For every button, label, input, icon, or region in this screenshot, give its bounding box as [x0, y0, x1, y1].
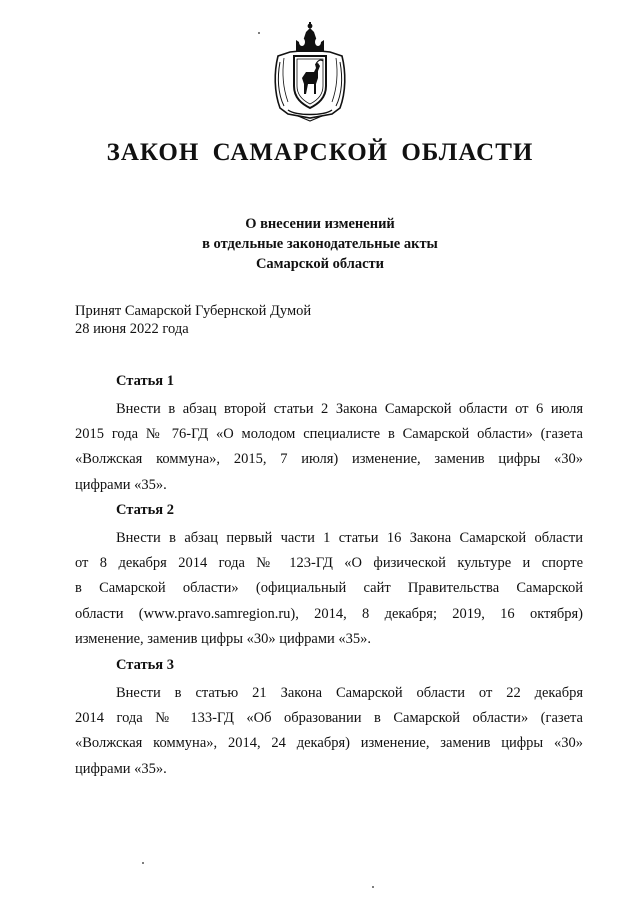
article-1-body [75, 397, 583, 498]
article-line: в Самарской области» (официальный сайт Правительства Самарской [75, 580, 583, 597]
article-line: области (www.pravo.samregion.ru), 2014, 8 декабря; 2019, 16 октября) [75, 605, 583, 622]
article-2-body [75, 526, 583, 652]
adoption-info [75, 302, 311, 338]
subject-line: Самарской области [255, 256, 385, 272]
article-line: «Волжская коммуна», 2015, 7 июля) изменение, заменив цифры «30» [75, 451, 583, 468]
article-line: цифрами «35». [75, 760, 167, 777]
article-line: Внести в статью 21 Закона Самарской области от 22 декабря [116, 685, 583, 701]
subject-line: О внесении изменений [245, 216, 395, 232]
coat-of-arms-icon [268, 22, 352, 122]
article-3-body [75, 681, 583, 782]
article-2-heading: Статья 2 [116, 502, 174, 518]
article-line: 2015 года № 76-ГД «О молодом специалисте в Самарской области» (газета [75, 426, 583, 443]
adopted-date: 28 июня 2022 года [75, 321, 189, 337]
scan-speck [258, 32, 260, 34]
adopted-by: Принят Самарской Губернской Думой [75, 303, 312, 319]
article-line: 2014 года № 133-ГД «Об образовании в Самарской области» (газета [75, 710, 583, 727]
subject-line: в отдельные законодательные акты [202, 236, 438, 252]
law-title: ЗАКОН САМАРСКОЙ ОБЛАСТИ [106, 139, 534, 166]
article-1-heading: Статья 1 [116, 373, 174, 389]
article-line: изменение, заменив цифры «30» цифрами «35». [75, 630, 372, 647]
article-line: «Волжская коммуна», 2014, 24 декабря) изменение, заменив цифры «30» [75, 735, 583, 752]
article-line: Внести в абзац первый части 1 статьи 16 Закона Самарской области [116, 530, 583, 546]
article-line: Внести в абзац второй статьи 2 Закона Самарской области от 6 июля [116, 401, 583, 417]
law-subject [0, 214, 640, 274]
article-line: цифрами «35». [75, 476, 167, 493]
article-line: от 8 декабря 2014 года № 123-ГД «О физической культуре и спорте [75, 555, 583, 572]
article-3-heading: Статья 3 [116, 657, 174, 673]
scan-speck [372, 886, 374, 888]
scan-speck [142, 862, 144, 864]
